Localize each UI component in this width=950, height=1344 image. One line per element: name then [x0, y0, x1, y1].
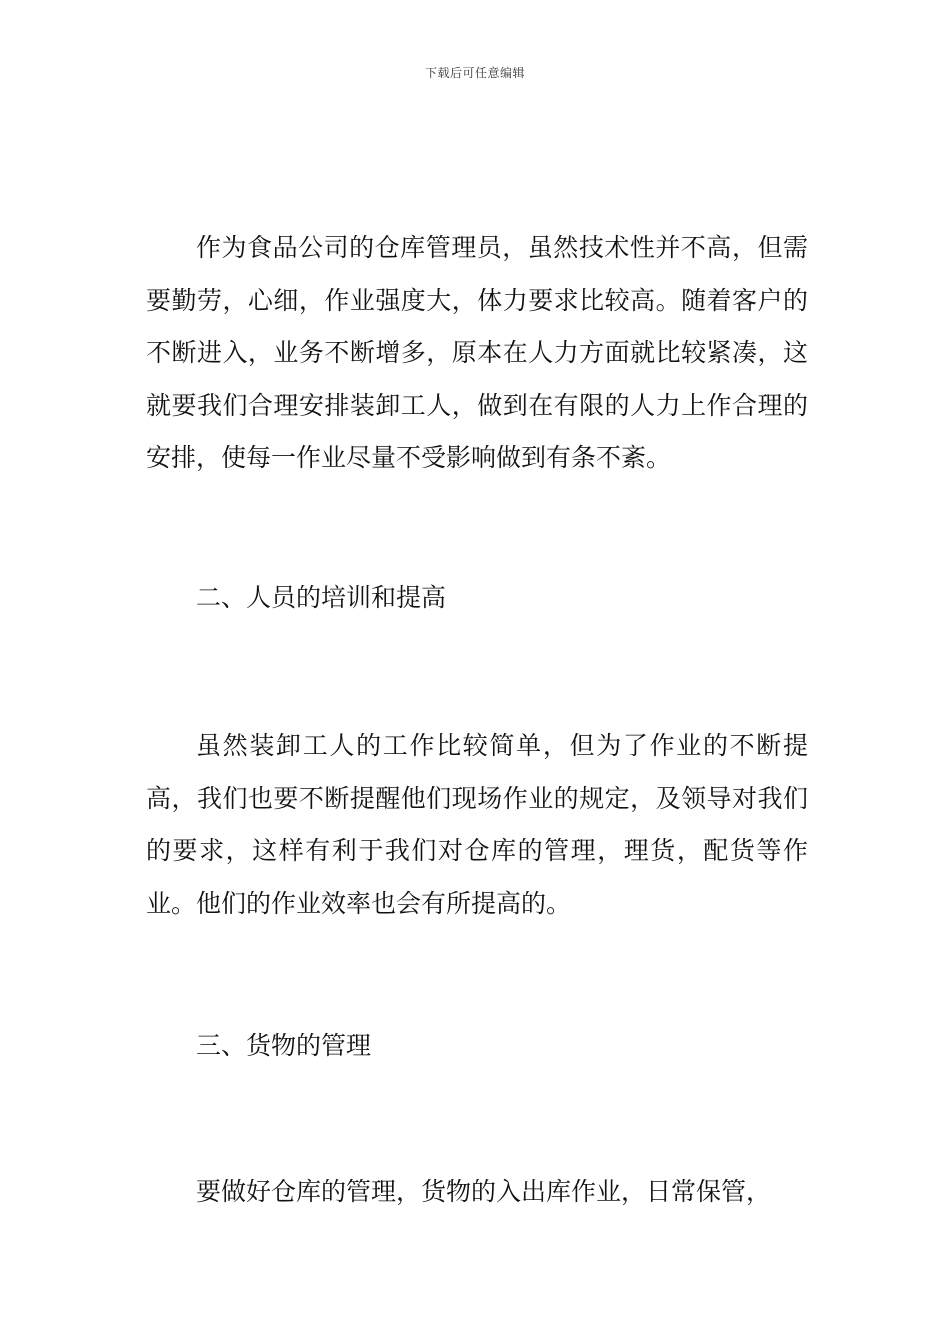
paragraph-warehouse-staffing: 作为食品公司的仓库管理员，虽然技术性并不高，但需要勤劳，心细，作业强度大，体力要求比较高。随着客户的不断进入，业务不断增多，原本在人力方面就比较紧凑，这就要我们合理安排装卸工人，做到在有限的人力上作合理的安排，使每一作业尽量不受影响做到有条不紊。: [146, 233, 808, 472]
paragraph-goods-management: 要做好仓库的管理，货物的入出库作业，日常保管，: [196, 1177, 772, 1206]
section-heading-goods-management: 三、货物的管理: [196, 1031, 372, 1060]
page-header: 下载后可任意编辑: [424, 66, 525, 80]
section-heading-training: 二、人员的培训和提高: [196, 583, 447, 612]
paragraph-training: 虽然装卸工人的工作比较简单，但为了作业的不断提高，我们也要不断提醒他们现场作业的规定，及领导对我们的要求，这样有利于我们对仓库的管理，理货，配货等作业。他们的作业效率也会有所提高的。: [146, 731, 808, 918]
